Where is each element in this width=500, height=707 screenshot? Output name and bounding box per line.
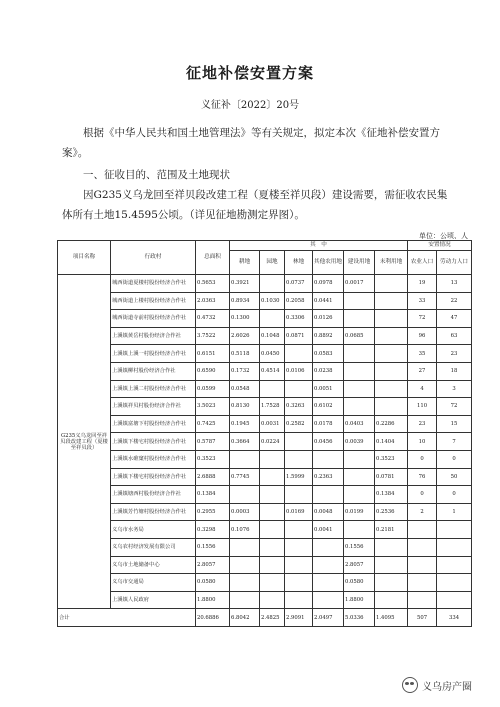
value-cell: 0 [437, 486, 472, 504]
value-cell: 0.0238 [313, 362, 344, 380]
village-cell: 义乌市交通局 [111, 574, 196, 592]
value-cell: 0.0169 [285, 503, 313, 521]
value-cell [260, 310, 285, 328]
value-cell [230, 486, 260, 504]
total-value: 2.9091 [285, 609, 313, 627]
value-cell: 0.5118 [230, 345, 260, 363]
value-cell [260, 468, 285, 486]
value-cell: 0.0599 [196, 380, 230, 398]
value-cell: 0.3523 [196, 450, 230, 468]
watermark-text: 义乌房产圈 [422, 681, 472, 693]
value-cell: 0.2181 [375, 521, 408, 539]
project-name-cell: G235义乌龙回至祥贝段改建工程（夏楼至祥贝段） [58, 275, 111, 609]
table-row [58, 292, 472, 310]
value-cell [260, 450, 285, 468]
value-cell: 0.3306 [285, 310, 313, 328]
table-row [58, 345, 472, 363]
value-cell [344, 292, 375, 310]
table-row [58, 362, 472, 380]
village-cell: 城西街道寺前村股份经济合作社 [111, 310, 196, 328]
value-cell: 0.0871 [285, 327, 313, 345]
value-cell [285, 591, 313, 609]
table-row [58, 503, 472, 521]
value-cell: 0.6151 [196, 345, 230, 363]
value-cell [437, 556, 472, 574]
value-cell [344, 310, 375, 328]
value-cell [260, 380, 285, 398]
total-value: 2.4825 [260, 609, 285, 627]
value-cell: 0.0199 [344, 503, 375, 521]
header-other-agri: 其他农用地 [313, 251, 344, 275]
value-cell: 23 [408, 415, 437, 433]
value-cell [408, 574, 437, 592]
value-cell [260, 275, 285, 293]
value-cell [285, 380, 313, 398]
value-cell: 96 [408, 327, 437, 345]
value-cell [375, 556, 408, 574]
value-cell: 0.0781 [375, 468, 408, 486]
table-row [58, 310, 472, 328]
header-breakdown: 其 中 [230, 241, 408, 251]
value-cell [437, 521, 472, 539]
value-cell [260, 556, 285, 574]
village-cell: 义乌市土地储备中心 [111, 556, 196, 574]
value-cell: 2 [408, 503, 437, 521]
value-cell [313, 556, 344, 574]
value-cell: 0.0039 [344, 433, 375, 451]
value-cell: 0.2058 [285, 292, 313, 310]
value-cell: 23 [437, 345, 472, 363]
value-cell: 2.8057 [344, 556, 375, 574]
value-cell: 0.8934 [230, 292, 260, 310]
value-cell: 0.0003 [230, 503, 260, 521]
total-value: 2.0497 [313, 609, 344, 627]
table-row [58, 521, 472, 539]
value-cell [285, 450, 313, 468]
table-row [58, 468, 472, 486]
wechat-icon [402, 677, 418, 693]
village-cell: 上溪镇上溪二村股份经济合作社 [111, 380, 196, 398]
value-cell [260, 591, 285, 609]
total-label: 合计 [58, 609, 196, 627]
total-value: 1.4095 [375, 609, 408, 627]
total-value: 6.8042 [230, 609, 260, 627]
value-cell [408, 521, 437, 539]
value-cell: 0.0048 [313, 503, 344, 521]
value-cell [230, 450, 260, 468]
village-cell: 上溪镇富塘下村股份经济合作社 [111, 415, 196, 433]
value-cell [344, 450, 375, 468]
value-cell: 2.6888 [196, 468, 230, 486]
value-cell: 13 [437, 275, 472, 293]
value-cell: 19 [408, 275, 437, 293]
table-row [58, 327, 472, 345]
document-number: 义征补〔2022〕20号 [200, 100, 300, 111]
value-cell [437, 538, 472, 556]
value-cell: 0.7425 [196, 415, 230, 433]
total-row [58, 609, 472, 627]
value-cell [408, 538, 437, 556]
value-cell: 0.0041 [313, 521, 344, 539]
value-cell: 0.7745 [230, 468, 260, 486]
value-cell: 0.4514 [260, 362, 285, 380]
village-cell: 上溪镇水碓窠村股份经济合作社 [111, 450, 196, 468]
table-row [58, 591, 472, 609]
value-cell: 0.0978 [313, 275, 344, 293]
value-cell: 0.5653 [196, 275, 230, 293]
value-cell [375, 538, 408, 556]
document-title: 征地补偿安置方案 [185, 64, 314, 82]
village-cell: 上溪镇人民政府 [111, 591, 196, 609]
value-cell [285, 433, 313, 451]
value-cell: 0.2286 [375, 415, 408, 433]
value-cell: 1.7528 [260, 398, 285, 416]
value-cell: 0.0737 [285, 275, 313, 293]
value-cell [230, 591, 260, 609]
value-cell: 2.0363 [196, 292, 230, 310]
value-cell [285, 521, 313, 539]
value-cell: 18 [437, 362, 472, 380]
value-cell: 0.1732 [230, 362, 260, 380]
value-cell: 0.1945 [230, 415, 260, 433]
value-cell [375, 292, 408, 310]
village-cell: 城西街道夏楼村股份经济合作社 [111, 275, 196, 293]
value-cell: 27 [408, 362, 437, 380]
value-cell: 22 [437, 292, 472, 310]
total-value: 20.6886 [196, 609, 230, 627]
table-row [58, 433, 472, 451]
value-cell: 1.8800 [196, 591, 230, 609]
value-cell [260, 521, 285, 539]
value-cell: 0.1384 [196, 486, 230, 504]
total-value: 5.0336 [344, 609, 375, 627]
village-cell: 上溪镇塘西村股份经济合作社 [111, 486, 196, 504]
village-cell: 上溪镇下楼宅村股份经济合作社 [111, 468, 196, 486]
value-cell [285, 538, 313, 556]
header-farmland: 耕地 [230, 251, 260, 275]
village-cell: 上溪镇芳竹塘村股份经济合作社 [111, 503, 196, 521]
value-cell: 0.3523 [375, 450, 408, 468]
value-cell [344, 468, 375, 486]
value-cell [230, 574, 260, 592]
value-cell [375, 591, 408, 609]
village-cell: 城西街道上楼村股份经济合作社 [111, 292, 196, 310]
purpose-paragraph: 因G235义乌龙回至祥贝段改建工程（夏楼至祥贝段）建设需要，需征收农民集体所有土地15.4595公顷。（详见征地勘测定界图）。 [62, 189, 448, 221]
value-cell: 0.0126 [313, 310, 344, 328]
value-cell: 0.0456 [313, 433, 344, 451]
value-cell: 0.1384 [375, 486, 408, 504]
value-cell: 0.4732 [196, 310, 230, 328]
table-row [58, 450, 472, 468]
value-cell: 0.2955 [196, 503, 230, 521]
value-cell [313, 538, 344, 556]
value-cell: 0.0441 [313, 292, 344, 310]
village-cell: 义乌市水务局 [111, 521, 196, 539]
value-cell: 0.2582 [285, 415, 313, 433]
intro-paragraph: 根据《中华人民共和国土地管理法》等有关规定，拟定本次《征地补偿安置方案》。 [62, 127, 440, 159]
value-cell [313, 574, 344, 592]
header-total: 总面积 [196, 241, 230, 275]
table-row [58, 556, 472, 574]
value-cell: 47 [437, 310, 472, 328]
value-cell: 33 [408, 292, 437, 310]
value-cell [285, 574, 313, 592]
value-cell: 0.0106 [285, 362, 313, 380]
header-unused: 未利用地 [375, 251, 408, 275]
value-cell [344, 380, 375, 398]
value-cell: 0.0580 [344, 574, 375, 592]
value-cell: 0 [408, 486, 437, 504]
value-cell [344, 398, 375, 416]
value-cell [375, 398, 408, 416]
value-cell: 0.6590 [196, 362, 230, 380]
value-cell [375, 574, 408, 592]
value-cell: 3.5023 [196, 398, 230, 416]
value-cell: 0.1048 [260, 327, 285, 345]
value-cell [313, 486, 344, 504]
value-cell: 0.0450 [260, 345, 285, 363]
table-row [58, 574, 472, 592]
header-garden: 园地 [260, 251, 285, 275]
value-cell: 63 [437, 327, 472, 345]
value-cell: 3 [437, 380, 472, 398]
value-cell: 0.1076 [230, 521, 260, 539]
village-cell: 上溪镇祥贝村股份经济合作社 [111, 398, 196, 416]
value-cell [344, 486, 375, 504]
table-row [58, 380, 472, 398]
value-cell [260, 486, 285, 504]
value-cell [408, 591, 437, 609]
value-cell: 0.2536 [375, 503, 408, 521]
value-cell: 0.0548 [230, 380, 260, 398]
value-cell: 4 [408, 380, 437, 398]
total-value: 507 [408, 609, 437, 627]
value-cell: 0.0685 [344, 327, 375, 345]
value-cell [437, 591, 472, 609]
value-cell: 110 [408, 398, 437, 416]
value-cell: 0.2363 [313, 468, 344, 486]
value-cell: 0.8892 [313, 327, 344, 345]
value-cell: 0.3263 [285, 398, 313, 416]
village-cell: 上溪镇上溪一村股份经济合作社 [111, 345, 196, 363]
value-cell [408, 556, 437, 574]
value-cell: 0.1556 [344, 538, 375, 556]
value-cell: 0.0583 [313, 345, 344, 363]
value-cell [375, 310, 408, 328]
value-cell [285, 345, 313, 363]
value-cell [260, 503, 285, 521]
table-row [58, 275, 472, 293]
value-cell: 0.0403 [344, 415, 375, 433]
value-cell [375, 345, 408, 363]
header-resettlement: 安置情况 [408, 241, 472, 251]
value-cell [375, 362, 408, 380]
value-cell: 2.6026 [230, 327, 260, 345]
village-cell: 上溪镇下楼宅村股份经济合作社 [111, 433, 196, 451]
value-cell [285, 556, 313, 574]
value-cell: 0.1556 [196, 538, 230, 556]
value-cell [230, 538, 260, 556]
value-cell [344, 521, 375, 539]
header-agri-pop: 农业人口 [408, 251, 437, 275]
value-cell: 15 [437, 415, 472, 433]
value-cell: 0.1030 [260, 292, 285, 310]
value-cell [344, 362, 375, 380]
watermark [402, 677, 472, 693]
value-cell [230, 556, 260, 574]
value-cell: 0.1300 [230, 310, 260, 328]
total-value: 334 [437, 609, 472, 627]
value-cell [313, 450, 344, 468]
table-row [58, 486, 472, 504]
value-cell: 0.0051 [313, 380, 344, 398]
value-cell: 76 [408, 468, 437, 486]
value-cell: 0.0178 [313, 415, 344, 433]
value-cell [260, 538, 285, 556]
value-cell [313, 591, 344, 609]
header-forest: 林地 [285, 251, 313, 275]
value-cell [375, 380, 408, 398]
value-cell: 0.3664 [230, 433, 260, 451]
value-cell [437, 574, 472, 592]
value-cell: 1.8800 [344, 591, 375, 609]
section-heading: 一、征收目的、范围及土地现状 [83, 169, 230, 181]
value-cell: 0.0017 [344, 275, 375, 293]
value-cell: 0.3298 [196, 521, 230, 539]
value-cell: 10 [408, 433, 437, 451]
table-row [58, 538, 472, 556]
value-cell [285, 486, 313, 504]
value-cell: 1.5999 [285, 468, 313, 486]
value-cell: 50 [437, 468, 472, 486]
header-village: 行政村 [111, 241, 196, 275]
value-cell: 2.8057 [196, 556, 230, 574]
value-cell: 0.0580 [196, 574, 230, 592]
value-cell [375, 327, 408, 345]
value-cell: 0.8130 [230, 398, 260, 416]
unit-label: 单位：公顷、人 [419, 232, 468, 240]
village-cell: 上溪镇黄岳村股份经济合作社 [111, 327, 196, 345]
village-cell: 义乌农村经济发展有限公司 [111, 538, 196, 556]
value-cell: 3.7522 [196, 327, 230, 345]
table-row [58, 398, 472, 416]
compensation-table [57, 240, 472, 627]
value-cell: 0.3921 [230, 275, 260, 293]
value-cell: 72 [437, 398, 472, 416]
value-cell: 0 [408, 450, 437, 468]
value-cell [375, 275, 408, 293]
header-construction: 建设用地 [344, 251, 375, 275]
value-cell: 0.6102 [313, 398, 344, 416]
value-cell [260, 574, 285, 592]
value-cell: 72 [408, 310, 437, 328]
value-cell: 0.5787 [196, 433, 230, 451]
value-cell: 0.0224 [260, 433, 285, 451]
value-cell [344, 345, 375, 363]
value-cell: 7 [437, 433, 472, 451]
header-project: 项目名称 [58, 241, 111, 275]
header-labor-pop: 劳动力人口 [437, 251, 472, 275]
value-cell: 0.1404 [375, 433, 408, 451]
village-cell: 上溪镇柳村股份经济合作社 [111, 362, 196, 380]
value-cell: 0.0031 [260, 415, 285, 433]
value-cell: 35 [408, 345, 437, 363]
value-cell: 0 [437, 450, 472, 468]
table-row [58, 415, 472, 433]
value-cell: 1 [437, 503, 472, 521]
